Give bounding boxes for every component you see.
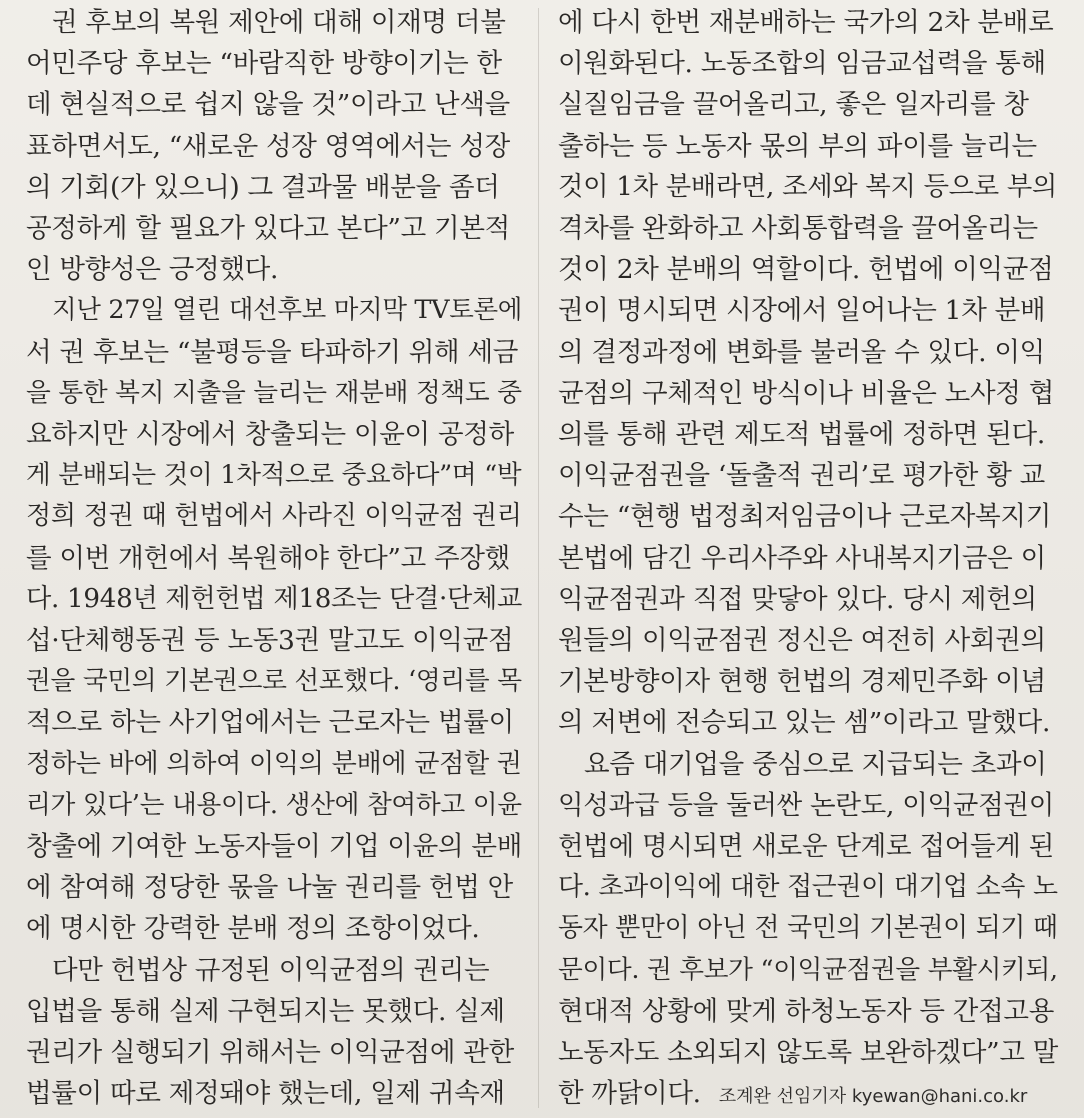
article-text: 정희 정권 때 헌법에서 사라진 이익균점 권리 [26, 501, 522, 532]
article-text: 공정하게 할 필요가 있다고 본다”고 기본적 [26, 213, 510, 244]
right-column-line [558, 167, 1058, 208]
right-column-line [558, 538, 1058, 579]
right-column-line [558, 496, 1058, 537]
article-text: 을 통한 복지 지출을 늘리는 재분배 정책도 중 [26, 377, 522, 408]
article-text: 헌법에 명시되면 새로운 단계로 접어들게 된 [558, 831, 1054, 862]
right-column-line [558, 2, 1058, 43]
left-column-line [26, 826, 522, 867]
article-text: 것이 1차 분배라면, 조세와 복지 등으로 부의 [558, 171, 1057, 202]
left-column-line [26, 702, 522, 743]
article-text: 균점의 구체적인 방식이나 비율은 노사정 협 [558, 377, 1054, 409]
right-column-line [558, 1073, 1058, 1114]
article-text: 다. 1948년 제헌헌법 제18조는 단결·단체교 [26, 583, 522, 614]
left-column-line [26, 208, 522, 249]
right-column-line [558, 785, 1058, 826]
left-column-line [26, 1073, 522, 1114]
left-column-line [26, 661, 522, 702]
article-text: 입법을 통해 실제 구현되지는 못했다. 실제 [26, 995, 505, 1027]
left-column-line [26, 1032, 522, 1073]
left-column-line [26, 785, 522, 826]
left-column-line [26, 167, 522, 208]
article-text: 를 이번 개헌에서 복원해야 한다”고 주장했 [26, 542, 510, 574]
article-text: 익균점권과 직접 맞닿아 있다. 당시 제헌의 [558, 583, 1037, 615]
left-column-line [26, 950, 522, 991]
article-text: 지난 27일 열린 대선후보 마지막 TV토론에 [52, 295, 523, 326]
article-text: 의 기회(가 있으니) 그 결과물 배분을 좀더 [26, 171, 500, 203]
article-text: 에 명시한 강력한 분배 정의 조항이었다. [26, 913, 480, 945]
article-text: 권을 국민의 기본권으로 선포했다. ‘영리를 목 [26, 666, 522, 697]
article-text: 창출에 기여한 노동자들이 기업 이윤의 분배 [26, 831, 522, 862]
left-column-line [26, 867, 522, 908]
article-text: 이원화된다. 노동조합의 임금교섭력을 통해 [558, 48, 1046, 80]
left-column-line [26, 126, 522, 167]
article-text: 익성과급 등을 둘러싼 논란도, 이익균점권이 [558, 789, 1054, 821]
left-column-line [26, 455, 522, 496]
article-text: 권리가 실행되기 위해서는 이익균점에 관한 [26, 1037, 514, 1068]
article-text: 격차를 완화하고 사회통합력을 끌어올리는 [558, 213, 1038, 244]
right-column-line [558, 620, 1058, 661]
left-column-line [26, 538, 522, 579]
article-text: 인 방향성은 긍정했다. [26, 254, 279, 286]
article-text: 게 분배되는 것이 1차적으로 중요하다”며 “박 [26, 460, 522, 491]
article-text: 수는 “현행 법정최저임금이나 근로자복지기 [558, 501, 1052, 533]
article-text: 동자 뿐만이 아닌 전 국민의 기본권이 되기 때 [558, 913, 1058, 944]
article-text: 이익균점권을 ‘돌출적 권리’로 평가한 황 교 [558, 460, 1045, 492]
article-text: 실질임금을 끌어올리고, 좋은 일자리를 창 [558, 89, 1029, 121]
article-column-right [558, 0, 1058, 1118]
article-text: 권이 명시되면 시장에서 일어나는 1차 분배 [558, 295, 1046, 327]
right-column-line [558, 826, 1058, 867]
left-column-line [26, 620, 522, 661]
column-divider [538, 8, 539, 1108]
article-text: 것이 2차 분배의 역할이다. 헌법에 이익균점 [558, 254, 1054, 286]
right-column-line [558, 455, 1058, 496]
article-text: 법률이 따로 제정돼야 했는데, 일제 귀속재 [26, 1078, 505, 1110]
right-column-line [558, 579, 1058, 620]
article-text: 기본방향이자 현행 헌법의 경제민주화 이념 [558, 666, 1046, 698]
article-text: 다만 헌법상 규정된 이익균점의 권리는 [52, 954, 490, 986]
right-column-line [558, 702, 1058, 743]
article-text: 문이다. 권 후보가 “이익균점권을 부활시키되, [558, 954, 1058, 985]
right-column-line [558, 991, 1058, 1032]
left-column-line [26, 249, 522, 290]
right-column-line [558, 414, 1058, 455]
article-text: 어민주당 후보는 “바람직한 방향이기는 한 [26, 48, 502, 80]
left-column-line [26, 2, 522, 43]
article-text: 본법에 담긴 우리사주와 사내복지기금은 이 [558, 542, 1046, 574]
left-column-line [26, 991, 522, 1032]
article-text: 의 저변에 전승되고 있는 셈”이라고 말했다. [558, 707, 1051, 739]
article-text: 적으로 하는 사기업에서는 근로자는 법률이 [26, 707, 514, 739]
article-text: 에 참여해 정당한 몫을 나눌 권리를 헌법 안 [26, 872, 513, 904]
article-column-left [26, 0, 522, 1118]
right-column-line [558, 1032, 1058, 1073]
right-column-line [558, 373, 1058, 414]
article-text: 원들의 이익균점권 정신은 여전히 사회권의 [558, 625, 1046, 656]
article-text: 정하는 바에 의하여 이익의 분배에 균점할 권 [26, 748, 522, 779]
left-column-line [26, 744, 522, 785]
article-text: 데 현실적으로 쉽지 않을 것”이라고 난색을 [26, 89, 510, 121]
right-column-line [558, 84, 1058, 125]
article-text: 의 결정과정에 변화를 불러올 수 있다. 이익 [558, 336, 1045, 368]
right-column-line [558, 867, 1058, 908]
right-column-line [558, 661, 1058, 702]
article-text: 의를 통해 관련 제도적 법률에 정하면 된다. [558, 419, 1045, 450]
article-text: 노동자도 소외되지 않도록 보완하겠다”고 말 [558, 1037, 1058, 1068]
right-column-line [558, 249, 1058, 290]
article-text: 리가 있다’는 내용이다. 생산에 참여하고 이윤 [26, 789, 522, 820]
left-column-line [26, 332, 522, 373]
article-text: 권 후보의 복원 제안에 대해 이재명 더불 [52, 7, 506, 38]
article-text: 한 까닭이다. [558, 1078, 701, 1110]
left-column-line [26, 84, 522, 125]
left-column-line [26, 579, 522, 620]
article-text: 표하면서도, “새로운 성장 영역에서는 성장 [26, 130, 510, 162]
left-column-line [26, 373, 522, 414]
byline: 조계완 선임기자 kyewan@hani.co.kr [718, 1086, 1028, 1108]
left-column-line [26, 496, 522, 537]
right-column-line [558, 290, 1058, 331]
right-column-line [558, 332, 1058, 373]
article-text: 현대적 상황에 맞게 하청노동자 등 간접고용 [558, 995, 1054, 1027]
article-text: 요즘 대기업을 중심으로 지급되는 초과이 [584, 748, 1047, 780]
article-text: 출하는 등 노동자 몫의 부의 파이를 늘리는 [558, 130, 1037, 162]
left-column-line [26, 414, 522, 455]
left-column-line [26, 908, 522, 949]
right-column-line [558, 908, 1058, 949]
right-column-line [558, 950, 1058, 991]
right-column-line [558, 43, 1058, 84]
article-text: 섭·단체행동권 등 노동3권 말고도 이익균점 [26, 625, 514, 656]
article-text: 다. 초과이익에 대한 접근권이 대기업 소속 노 [558, 872, 1058, 903]
left-column-line [26, 290, 522, 331]
right-column-line [558, 126, 1058, 167]
left-column-line [26, 43, 522, 84]
article-text: 요하지만 시장에서 창출되는 이윤이 공정하 [26, 419, 514, 450]
article-text: 서 권 후보는 “불평등을 타파하기 위해 세금 [26, 336, 519, 368]
right-column-line [558, 744, 1058, 785]
article-text: 에 다시 한번 재분배하는 국가의 2차 분배로 [558, 7, 1054, 38]
right-column-line [558, 208, 1058, 249]
